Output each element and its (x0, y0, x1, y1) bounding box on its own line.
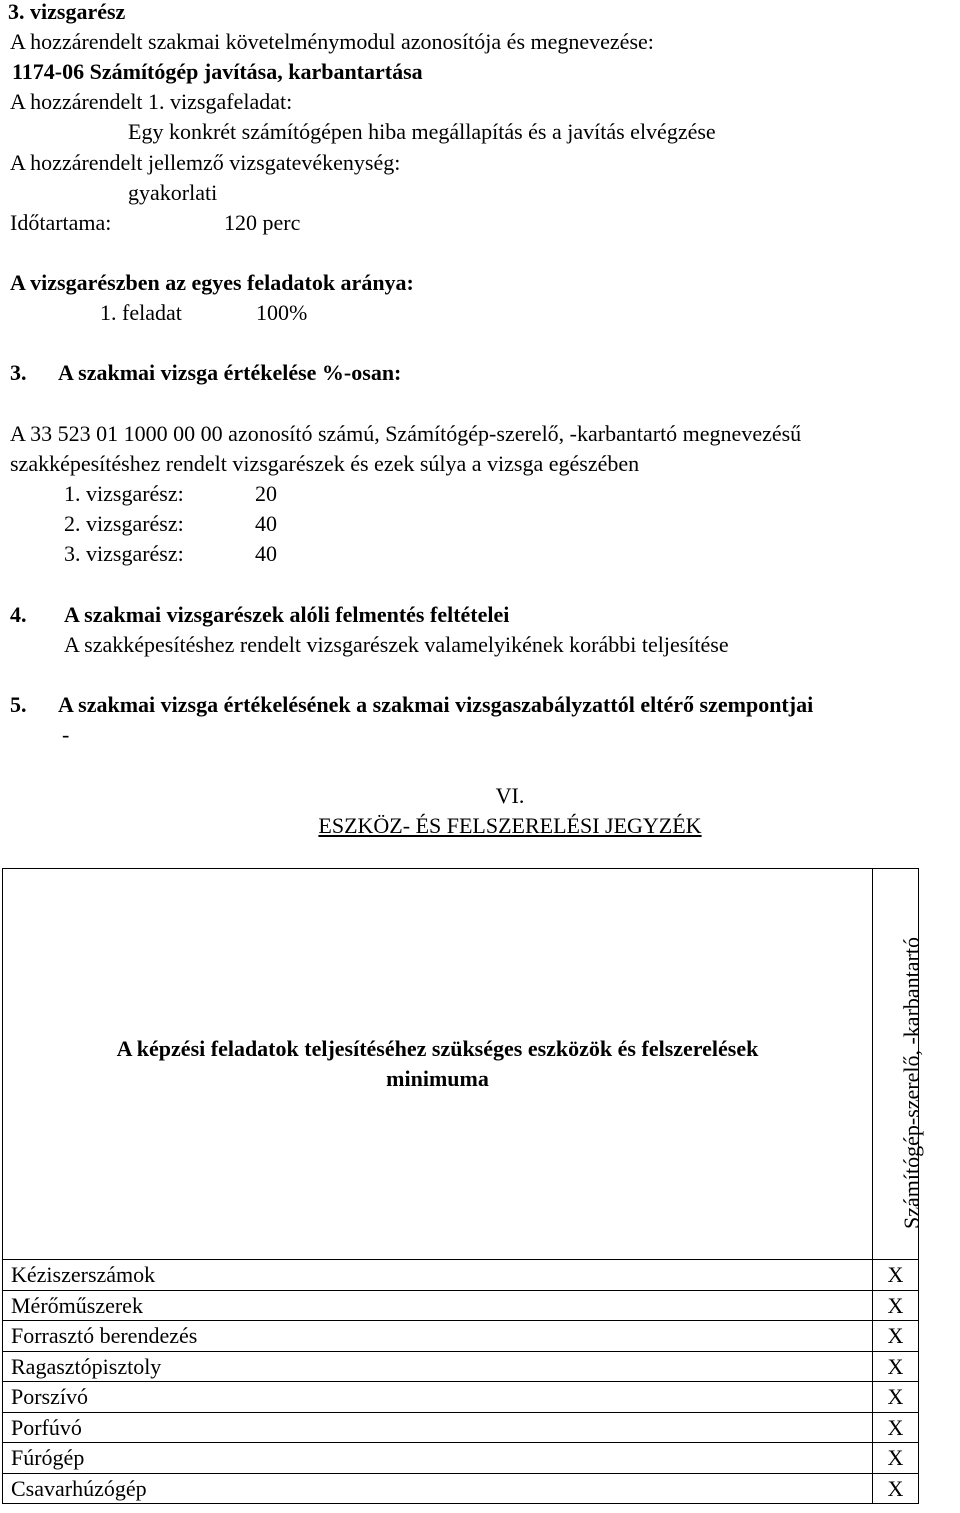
eval-paragraph-line2: szakképesítéshez rendelt vizsgarészek és ezek súlya a vizsga egészében (10, 451, 640, 476)
module-value: 1174-06 Számítógép javítása, karbantartása (12, 59, 423, 84)
equipment-mark: X (873, 1290, 919, 1321)
chapter-number: VI. (495, 783, 525, 808)
exempt-text: A szakképesítéshez rendelt vizsgarészek valamelyikének korábbi teljesítése (64, 632, 729, 657)
table-row (3, 1351, 919, 1382)
exempt-heading-number: 4. (10, 602, 27, 627)
equipment-mark: X (873, 1473, 919, 1504)
part-value: 20 (255, 481, 277, 506)
column-header-text: Számítógép-szerelő, -karbantartó (899, 937, 924, 1229)
eval-paragraph-line1: A 33 523 01 1000 00 00 azonosító számú, Számítógép-szerelő, -karbantartó megnevezésű (10, 421, 802, 446)
activity-value: gyakorlati (128, 180, 218, 205)
diff-heading-number: 5. (10, 692, 27, 717)
part-label: 2. vizsgarész: (64, 511, 184, 536)
ratio-heading: A vizsgarészben az egyes feladatok aránya: (10, 270, 414, 295)
table-row (3, 1321, 919, 1352)
task-value: Egy konkrét számítógépen hiba megállapítás és a javítás elvégzése (128, 119, 716, 144)
part-value: 40 (255, 541, 277, 566)
equipment-name: Mérőműszerek (3, 1290, 873, 1321)
table-header-row (3, 869, 919, 1260)
duration-label: Időtartama: (10, 210, 112, 235)
eval-heading-number: 3. (10, 360, 27, 385)
equipment-mark: X (873, 1382, 919, 1413)
diff-value: - (62, 722, 70, 747)
table-row (3, 1473, 919, 1504)
activity-label: A hozzárendelt jellemző vizsgatevékenység: (10, 150, 401, 175)
ratio-task: 1. feladat (100, 300, 182, 325)
equipment-table (2, 868, 924, 1504)
duration-value: 120 perc (224, 210, 301, 235)
equipment-mark: X (873, 1412, 919, 1443)
equipment-mark: X (873, 1260, 919, 1291)
equipment-name: Fúrógép (3, 1443, 873, 1474)
table-row (3, 1260, 919, 1291)
equipment-name: Kéziszerszámok (3, 1260, 873, 1291)
equipment-name: Porszívó (3, 1382, 873, 1413)
equipment-name: Forrasztó berendezés (3, 1321, 873, 1352)
part-label: 3. vizsgarész: (64, 541, 184, 566)
eval-heading: A szakmai vizsga értékelése %-osan: (58, 360, 402, 385)
header-line1: A képzési feladatok teljesítéséhez szükséges eszközök és felszerelések (116, 1036, 759, 1061)
chapter-title: ESZKÖZ- ÉS FELSZERELÉSI JEGYZÉK (318, 813, 702, 838)
table-row (3, 1412, 919, 1443)
exempt-heading: A szakmai vizsgarészek alóli felmentés feltételei (64, 602, 510, 627)
equipment-name: Csavarhúzógép (3, 1473, 873, 1504)
equipment-name: Ragasztópisztoly (3, 1351, 873, 1382)
table-row (3, 1290, 919, 1321)
equipment-mark: X (873, 1351, 919, 1382)
section-heading: 3. vizsgarész (8, 0, 126, 24)
part-label: 1. vizsgarész: (64, 481, 184, 506)
header-line2: minimuma (386, 1066, 489, 1091)
column-header-qualification (873, 869, 924, 1260)
module-label: A hozzárendelt szakmai követelménymodul azonosítója és megnevezése: (10, 29, 654, 54)
part-value: 40 (255, 511, 277, 536)
ratio-value: 100% (256, 300, 308, 325)
diff-heading: A szakmai vizsga értékelésének a szakmai vizsgaszabályzattól eltérő szempontjai (58, 692, 814, 717)
table-row (3, 1443, 919, 1474)
equipment-name: Porfúvó (3, 1412, 873, 1443)
equipment-mark: X (873, 1321, 919, 1352)
equipment-mark: X (873, 1443, 919, 1474)
table-row (3, 1382, 919, 1413)
table-header-description (3, 869, 873, 1260)
task-label: A hozzárendelt 1. vizsgafeladat: (10, 89, 293, 114)
